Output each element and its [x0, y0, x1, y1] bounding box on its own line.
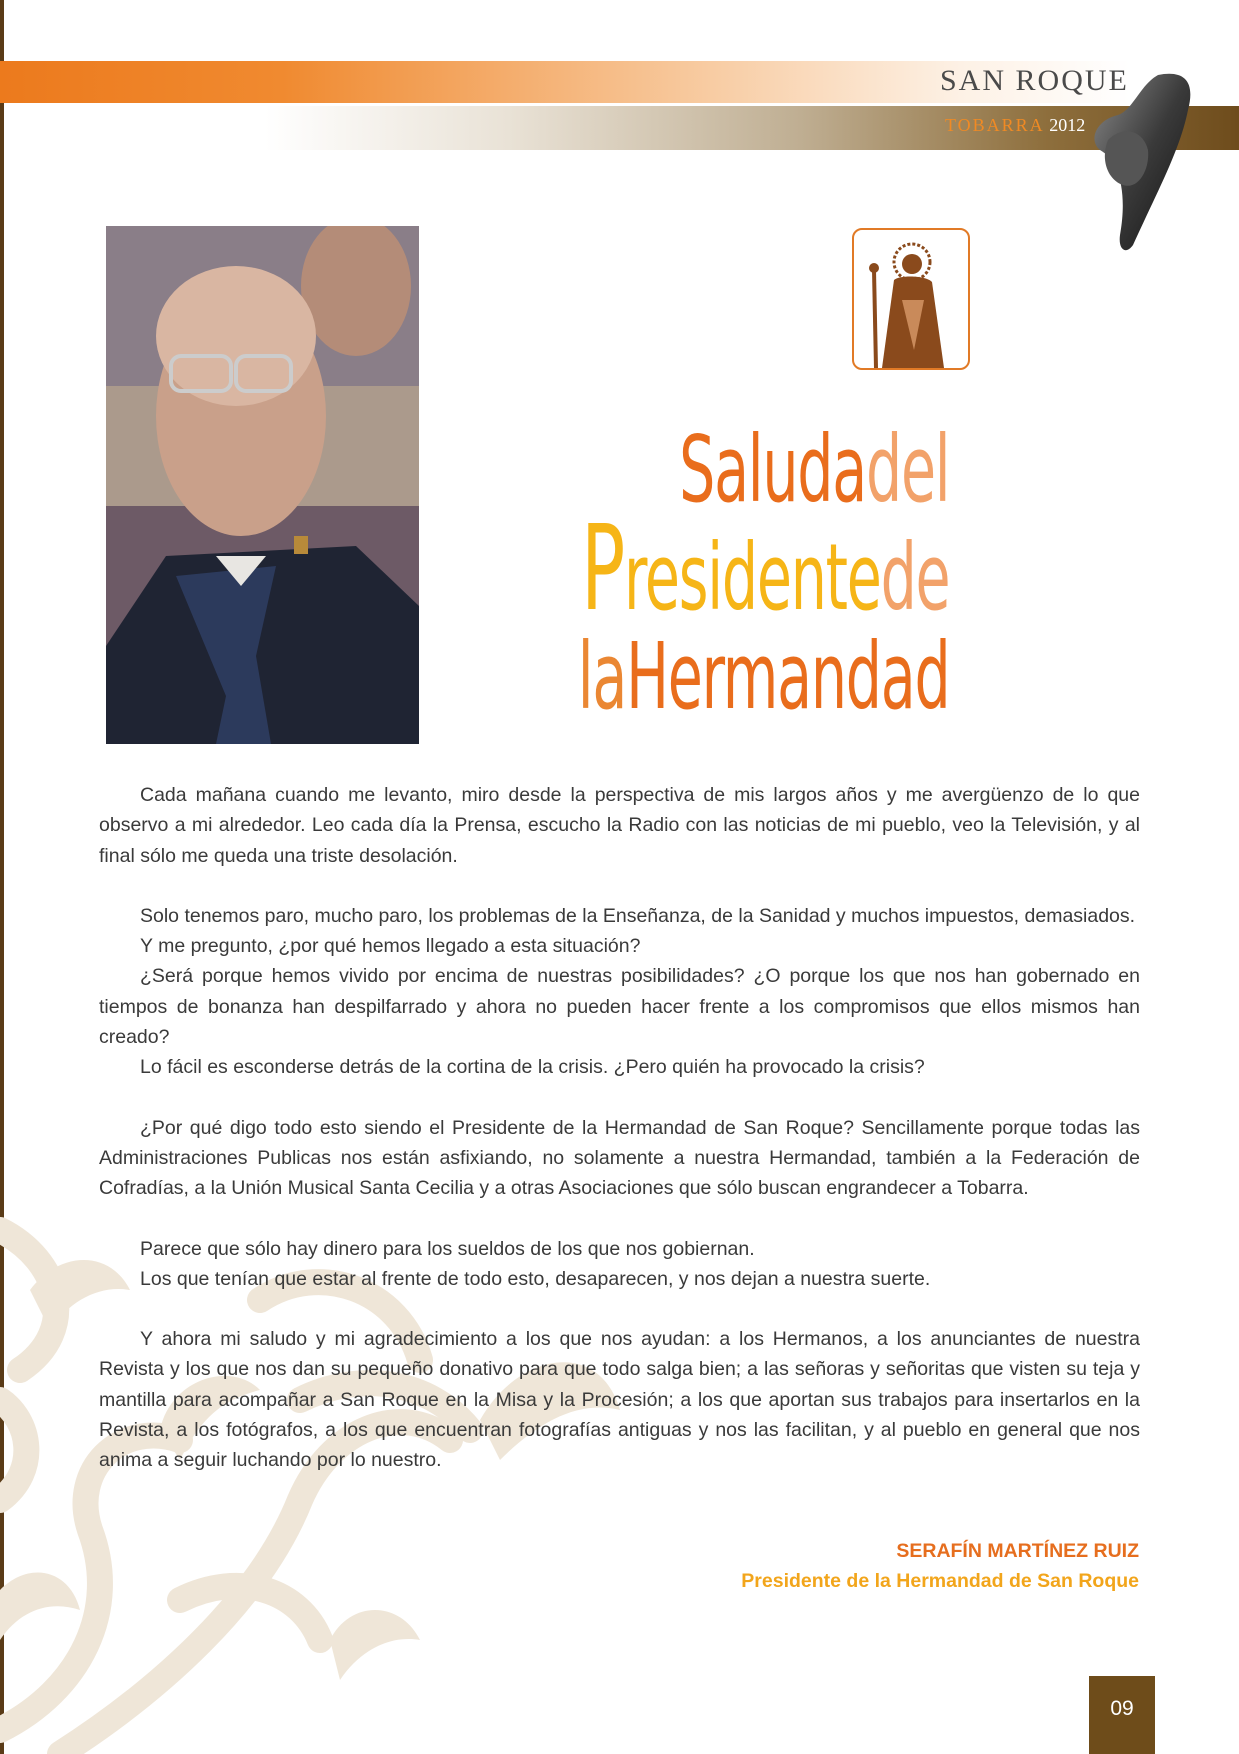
hat-icon [1088, 70, 1198, 255]
magazine-subtitle [945, 115, 1085, 136]
president-photo [106, 226, 419, 744]
paragraph: Cada mañana cuando me levanto, miro desde la perspectiva de mis largos años y me avergüenzo de lo que observo a mi alrededor. Leo cada día la Prensa, escucho la Radio con las noticias de mi pueblo, veo la Televisión, y al final sólo me queda una triste desolación. [99, 784, 1140, 867]
article-heading [577, 416, 949, 730]
paragraph: Y me pregunto, ¿por qué hemos llegado a esta situación? [140, 935, 641, 958]
article-body [99, 780, 1140, 1476]
subtitle-place: TOBARRA [945, 115, 1045, 135]
saint-emblem-icon [852, 228, 970, 370]
paragraph: ¿Será porque hemos vivido por encima de nuestras posibilidades? ¿O porque los que nos han gobernado en tiempos de bonanza han despilfarrado y ahora no pueden hacer frente a los compromisos que ellos mismos han creado? [99, 965, 1140, 1049]
signature-role: Presidente de la Hermandad de San Roque [741, 1570, 1139, 1592]
page-number: 09 [1089, 1676, 1155, 1754]
paragraph: Parece que sólo hay dinero para los sueldos de los que nos gobiernan. [140, 1237, 755, 1260]
heading-word-de: de [880, 524, 949, 631]
paragraph: Los que tenían que estar al frente de todo esto, desaparecen, y nos dejan a nuestra suerte. [140, 1267, 931, 1290]
paragraph: Y ahora mi saludo y mi agradecimiento a los que nos ayudan: a los Hermanos, a los anunciantes de nuestra Revista y los que nos dan su pequeño donativo para que todo salga bien; a las señoras y señoritas que visten su teja y mantilla para acompañar a San Roque en la Misa y la Procesión; a los que aportan sus trabajos para insertarlos en la Revista, a los fotógrafos, a los que encuentran fotografías antiguas y nos las facilitan, y al pueblo en general que nos anima a seguir luchando por lo nuestro. [99, 1328, 1140, 1472]
heading-initial-p: P [580, 499, 624, 637]
signature-name: SERAFÍN MARTÍNEZ RUIZ [896, 1540, 1139, 1562]
signature-block [741, 1536, 1139, 1596]
subtitle-year: 2012 [1049, 115, 1086, 135]
paragraph: ¿Por qué digo todo esto siendo el Presidente de la Hermandad de San Roque? Sencillamente porque todas las Administraciones Publicas nos están asfixiando, no solamente a nuestra Hermandad, también a la Federación de Cofradías, a la Unión Musical Santa Cecilia y a otras Asociaciones que sólo buscan engrandecer a Tobarra. [99, 1116, 1140, 1200]
paragraph: Lo fácil es esconderse detrás de la cortina de la crisis. ¿Pero quién ha provocado la crisis? [140, 1056, 925, 1079]
heading-word-del: del [865, 416, 949, 523]
heading-word-hermandad: Hermandad [625, 623, 949, 730]
heading-word-la: la [577, 623, 626, 730]
heading-word-residente: residente [623, 524, 881, 631]
heading-word-saluda: Saluda [678, 416, 866, 523]
magazine-title: SAN ROQUE [940, 64, 1129, 97]
paragraph: Solo tenemos paro, mucho paro, los problemas de la Enseñanza, de la Sanidad y muchos impuestos, demasiados. [140, 904, 1136, 927]
